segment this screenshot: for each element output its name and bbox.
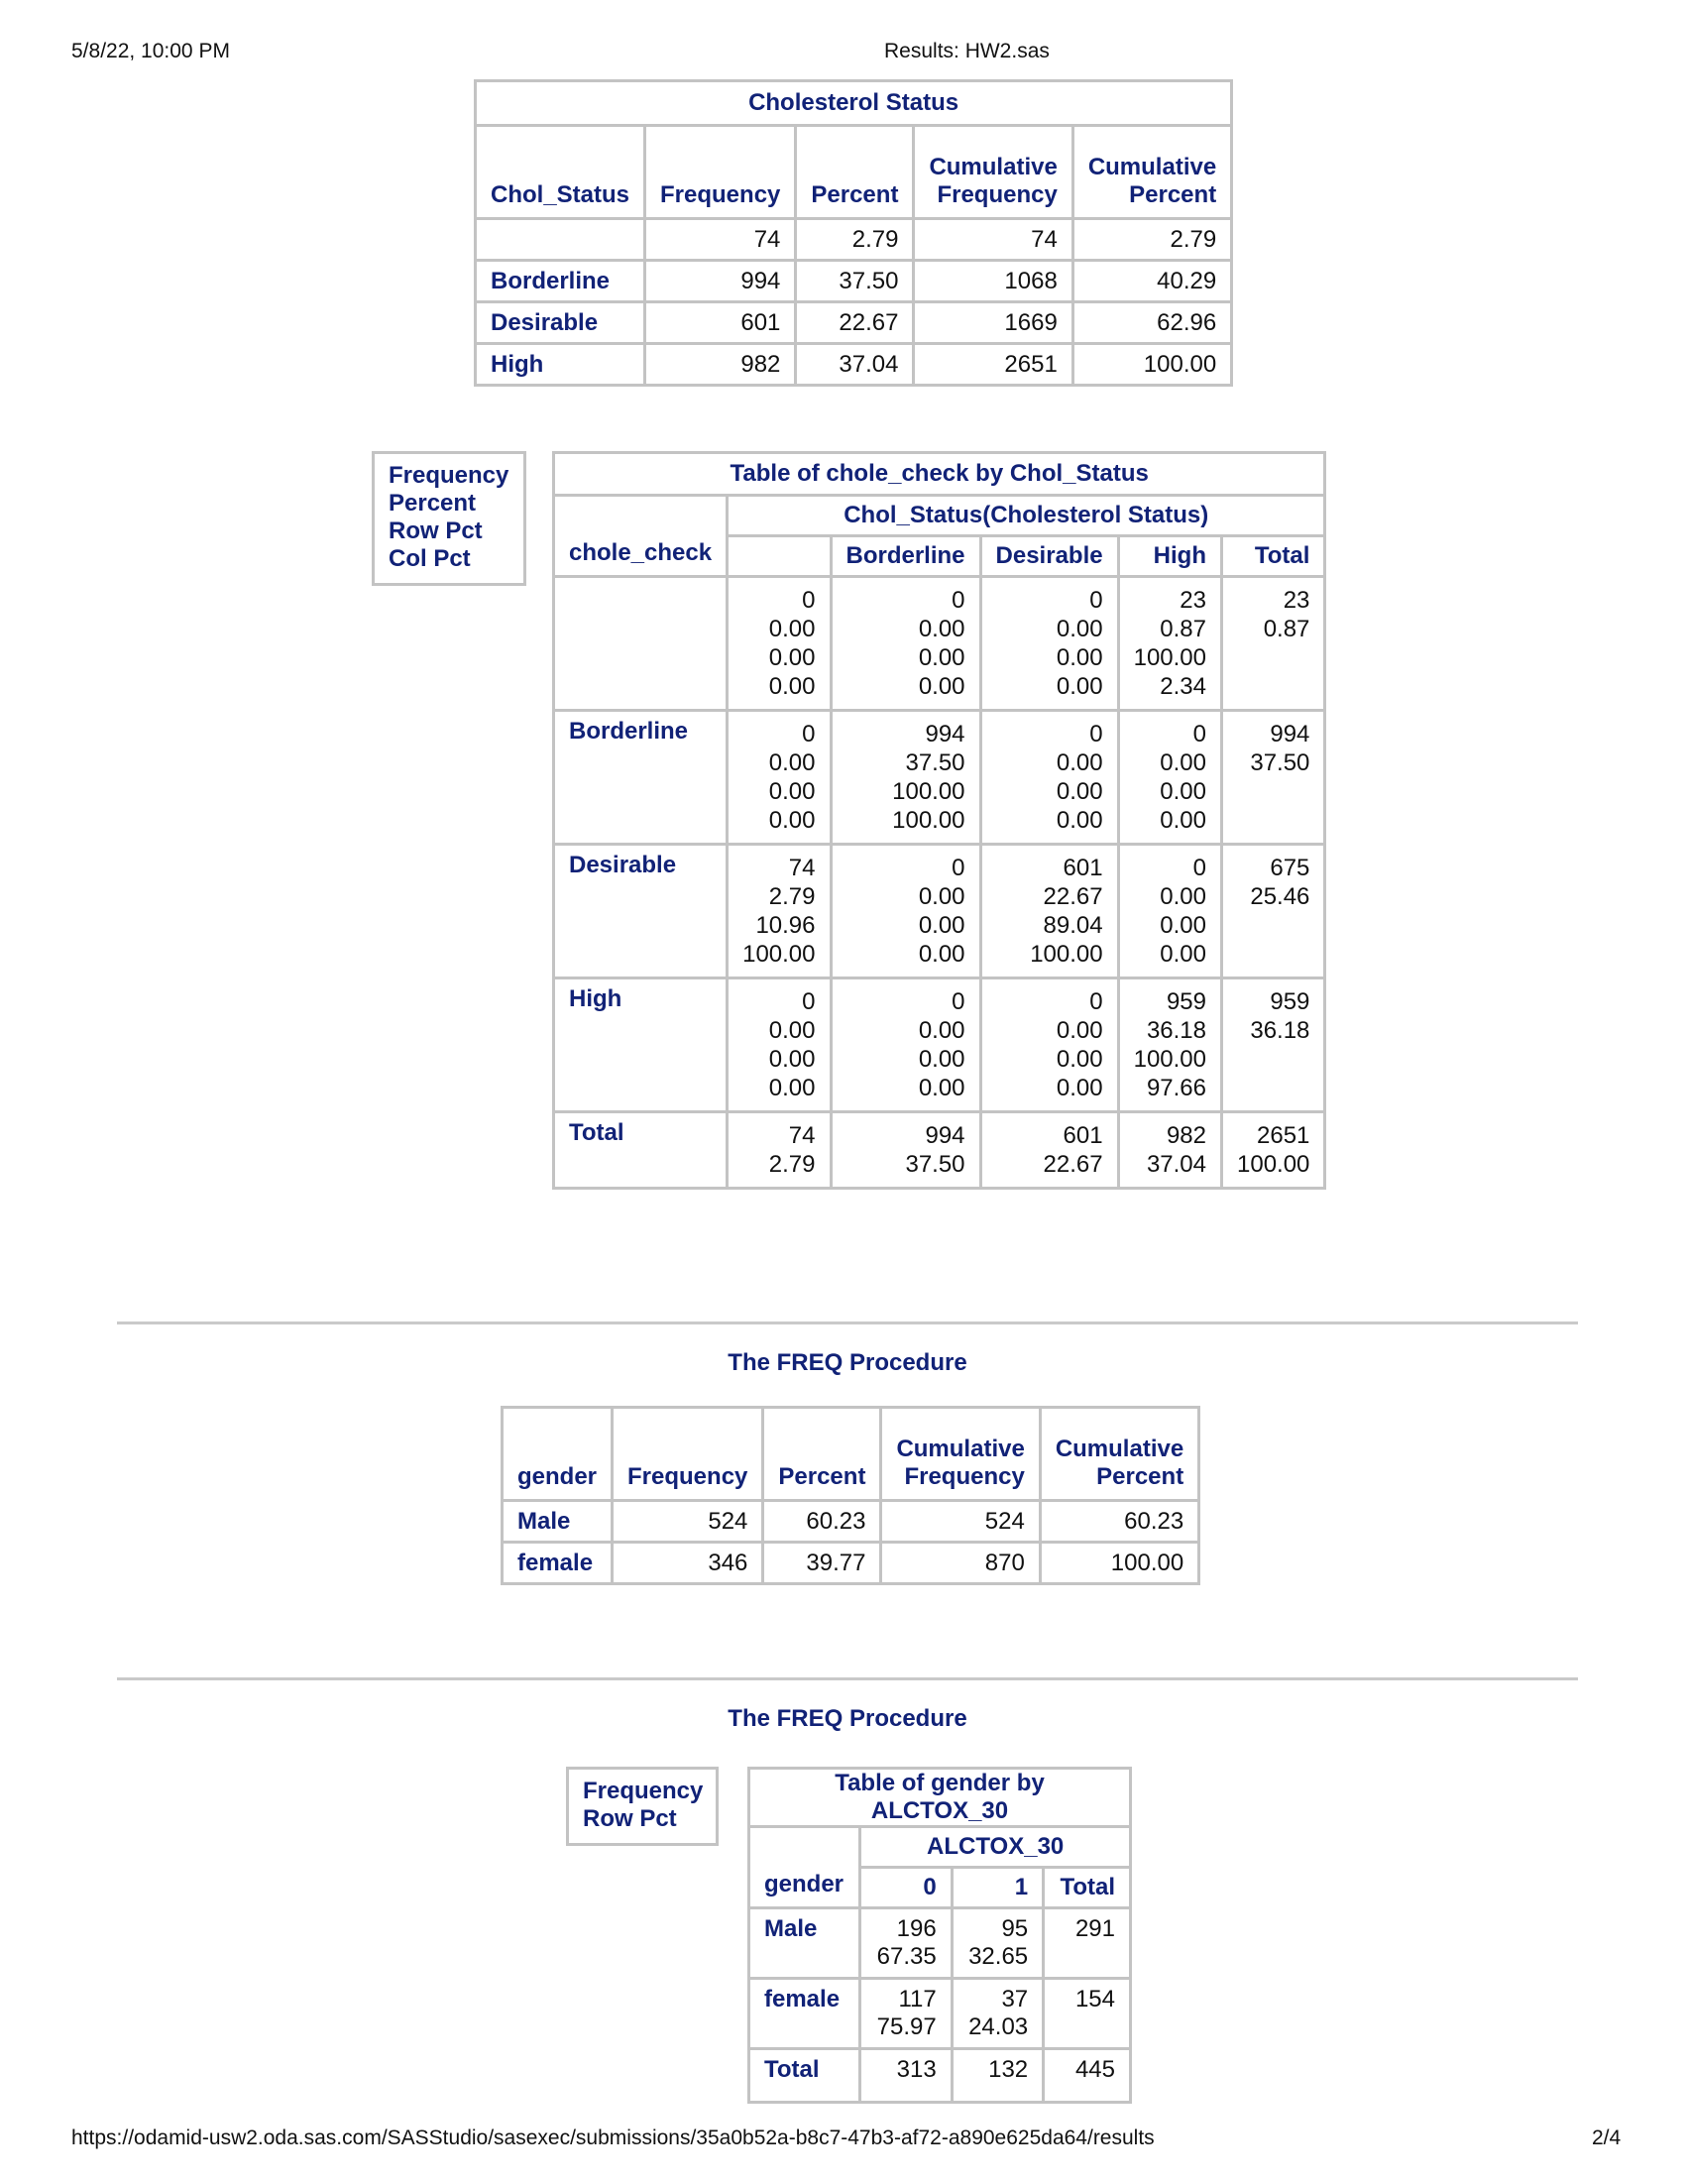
column-group-header: ALCTOX_30 [860, 1827, 1131, 1868]
table-cell [728, 1112, 831, 1189]
table-cell: 2651 [914, 344, 1072, 386]
table-cell: 524 [613, 1501, 763, 1543]
legend-item: Percent [389, 490, 477, 517]
column-header: 0 [860, 1868, 952, 1908]
cell-value: 67.35 [876, 1943, 937, 1970]
cell-value: 0.00 [918, 616, 965, 642]
print-page-title: Results: HW2.sas [884, 40, 1050, 62]
cell-value: 0.00 [918, 883, 965, 910]
cell-value: 675 [1270, 855, 1310, 881]
table-cell: 601 [645, 302, 796, 344]
cell-value: 0.00 [1056, 1075, 1103, 1101]
gender-frequency-table [501, 1406, 1200, 1585]
cell-value: 0.00 [1056, 749, 1103, 776]
table-cell [980, 1112, 1118, 1189]
row-label: High [476, 344, 645, 386]
cell-value: 0 [802, 721, 816, 747]
row-variable-header: gender [749, 1827, 860, 1908]
header-row [503, 1408, 1199, 1501]
table-row [476, 344, 1232, 386]
print-url: https://odamid-usw2.oda.sas.com/SASStudio/sasexec/submissions/35a0b52a-b8c7-47b3-af72-a890e625da64/results [71, 2127, 1155, 2149]
column-header: Percent [796, 126, 914, 219]
table-cell: 62.96 [1072, 302, 1231, 344]
cell-value: 100.00 [1030, 941, 1103, 968]
cell-value: 2.79 [768, 883, 816, 910]
chol-status-table [474, 79, 1233, 387]
table-cell [831, 711, 980, 845]
cell-value: 994 [925, 721, 965, 747]
column-header: 1 [952, 1868, 1043, 1908]
row-label: Male [749, 1908, 860, 1979]
freq-procedure-title: The FREQ Procedure [728, 1349, 967, 1376]
cell-value: 25.46 [1250, 883, 1310, 910]
print-datetime: 5/8/22, 10:00 PM [71, 40, 230, 62]
cell-value: 0 [952, 855, 965, 881]
table-cell: 982 [645, 344, 796, 386]
cell-value: 0.00 [918, 673, 965, 700]
cell-value: 74 [788, 1122, 816, 1149]
cell-value: 22.67 [1043, 1151, 1103, 1178]
cell-value: 601 [1063, 855, 1103, 881]
cell-value: 0.00 [918, 644, 965, 671]
table-cell [728, 711, 831, 845]
table-cell [1044, 2049, 1131, 2103]
table-cell [1222, 845, 1325, 978]
cell-value: 0.00 [768, 1017, 816, 1044]
cell-value: 89.04 [1043, 912, 1103, 939]
row-label: Total [749, 2049, 860, 2103]
table-cell: 37.50 [796, 261, 914, 302]
cell-value: 0.00 [768, 673, 816, 700]
row-label [554, 577, 728, 711]
column-header: Cumulative Percent [1040, 1408, 1198, 1501]
cell-value: 2.79 [768, 1151, 816, 1178]
table-cell [1118, 711, 1221, 845]
table-cell: 22.67 [796, 302, 914, 344]
row-label: Total [554, 1112, 728, 1189]
column-header: gender [503, 1408, 613, 1501]
cell-value: 0.00 [918, 1075, 965, 1101]
legend-item: Row Pct [583, 1805, 677, 1832]
column-header: Total [1044, 1868, 1131, 1908]
table-cell: 994 [645, 261, 796, 302]
cell-value: 959 [1166, 988, 1206, 1015]
cell-value: 10.96 [755, 912, 816, 939]
cell-value: 100.00 [1133, 644, 1206, 671]
cell-value: 0.00 [768, 1046, 816, 1073]
table-cell: 40.29 [1072, 261, 1231, 302]
column-header: Total [1222, 536, 1325, 577]
cell-value: 24.03 [968, 2013, 1029, 2040]
cell-value: 95 [1001, 1915, 1029, 1942]
cell-value: 0.00 [768, 807, 816, 834]
column-header [728, 536, 831, 577]
row-label: Male [503, 1501, 613, 1543]
table-row [554, 711, 1325, 845]
column-header: Frequency [645, 126, 796, 219]
table-row [503, 1501, 1199, 1543]
table-cell: 1669 [914, 302, 1072, 344]
column-group-header: Chol_Status(Cholesterol Status) [728, 496, 1325, 536]
freq-procedure-title: The FREQ Procedure [728, 1705, 967, 1732]
cell-value: 0 [1192, 721, 1206, 747]
cell-value: 0.00 [1160, 883, 1206, 910]
column-group-row [554, 496, 1325, 536]
cell-value: 0.00 [1160, 941, 1206, 968]
legend-item: Row Pct [389, 517, 483, 544]
cell-value: 0 [1089, 988, 1103, 1015]
table-row [476, 302, 1232, 344]
cell-value: 0.00 [1160, 807, 1206, 834]
table-cell [1118, 845, 1221, 978]
table-row [554, 978, 1325, 1112]
cell-value: 196 [896, 1915, 937, 1942]
cell-value: 0 [1192, 855, 1206, 881]
table-cell [860, 1979, 952, 2049]
cell-value: 0.00 [768, 1075, 816, 1101]
table-cell [952, 2049, 1043, 2103]
column-header: High [1118, 536, 1221, 577]
table-cell: 100.00 [1072, 344, 1231, 386]
table-cell: 346 [613, 1543, 763, 1584]
table-cell: 37.04 [796, 344, 914, 386]
cell-value: 0.00 [1056, 1046, 1103, 1073]
table-cell [1118, 1112, 1221, 1189]
column-header: Cumulative Frequency [914, 126, 1072, 219]
table-cell [952, 1979, 1043, 2049]
cell-value: 37 [1001, 1986, 1029, 2012]
table-title: Table of chole_check by Chol_Status [554, 453, 1325, 496]
cell-value: 23 [1180, 587, 1206, 614]
cell-value: 22.67 [1043, 883, 1103, 910]
table-row [554, 577, 1325, 711]
table-cell [1222, 978, 1325, 1112]
column-header: Borderline [831, 536, 980, 577]
table-cell: 60.23 [1040, 1501, 1198, 1543]
column-header: Cumulative Frequency [881, 1408, 1040, 1501]
cell-value: 0.00 [1056, 673, 1103, 700]
cell-value: 0.00 [1056, 644, 1103, 671]
header-row [476, 126, 1232, 219]
cell-value: 0.00 [768, 778, 816, 805]
table-row [749, 1979, 1131, 2049]
cell-value: 37.50 [905, 1151, 965, 1178]
cell-value: 0.00 [768, 644, 816, 671]
cell-value: 959 [1270, 988, 1310, 1015]
cell-value: 36.18 [1250, 1017, 1310, 1044]
cell-value: 0.00 [1056, 807, 1103, 834]
table-cell [860, 1908, 952, 1979]
cell-value: 0.00 [1056, 616, 1103, 642]
cell-value: 982 [1166, 1122, 1206, 1149]
cell-value: 0.00 [1056, 1017, 1103, 1044]
cell-value: 132 [988, 2056, 1029, 2083]
section-divider [117, 1322, 1578, 1324]
cell-value: 74 [788, 855, 816, 881]
cell-value: 0.00 [1160, 749, 1206, 776]
table-cell: 2.79 [1072, 219, 1231, 261]
table-cell [831, 577, 980, 711]
cell-value: 0 [1089, 721, 1103, 747]
cell-value: 117 [898, 1986, 937, 2012]
cell-value: 2651 [1257, 1122, 1310, 1149]
cell-value: 2.34 [1160, 673, 1206, 700]
section-divider [117, 1677, 1578, 1680]
table-cell: 2.79 [796, 219, 914, 261]
cell-value: 0.00 [768, 616, 816, 642]
table-row [749, 2049, 1131, 2103]
row-label: Borderline [554, 711, 728, 845]
table-cell: 1068 [914, 261, 1072, 302]
cell-value: 100.00 [1133, 1046, 1206, 1073]
crosstab-legend [566, 1767, 719, 1846]
table-cell [952, 1908, 1043, 1979]
table-cell [1118, 577, 1221, 711]
table-cell: 60.23 [763, 1501, 881, 1543]
crosstab-legend [372, 451, 526, 586]
table-row [476, 219, 1232, 261]
table-cell: 74 [645, 219, 796, 261]
row-variable-header: chole_check [554, 496, 728, 577]
cell-value: 0.00 [918, 941, 965, 968]
table-row [554, 845, 1325, 978]
cell-value: 0.00 [918, 1046, 965, 1073]
cell-value: 100.00 [742, 941, 816, 968]
table-cell [831, 978, 980, 1112]
cell-value: 0.00 [1056, 778, 1103, 805]
row-label: female [749, 1979, 860, 2049]
cell-value: 291 [1074, 1915, 1115, 1942]
table-cell [1118, 978, 1221, 1112]
table-title-row [749, 1769, 1131, 1827]
cell-value: 100.00 [1237, 1151, 1310, 1178]
cell-value: 601 [1063, 1122, 1103, 1149]
table-row [503, 1543, 1199, 1584]
table-row [476, 261, 1232, 302]
table-row [749, 1908, 1131, 1979]
legend-item: Frequency [583, 1778, 704, 1804]
cell-value: 37.50 [905, 749, 965, 776]
cell-value: 75.97 [876, 2013, 937, 2040]
cell-value: 0 [1089, 587, 1103, 614]
table-title: Cholesterol Status [476, 81, 1232, 126]
table-cell [728, 978, 831, 1112]
cell-value: 994 [1270, 721, 1310, 747]
table-cell [1044, 1979, 1131, 2049]
table-cell [860, 2049, 952, 2103]
table-title-row [554, 453, 1325, 496]
cell-value: 100.00 [892, 807, 965, 834]
cell-value: 0.00 [918, 1017, 965, 1044]
cell-value: 445 [1074, 2056, 1115, 2083]
table-cell [728, 577, 831, 711]
table-cell: 39.77 [763, 1543, 881, 1584]
table-cell [980, 845, 1118, 978]
row-label: High [554, 978, 728, 1112]
cell-value: 36.18 [1146, 1017, 1206, 1044]
table-title: Table of gender by ALCTOX_30 [749, 1769, 1131, 1827]
print-page-number: 2/4 [1592, 2127, 1622, 2149]
column-group-row [749, 1827, 1131, 1868]
cell-value: 154 [1074, 1986, 1115, 2012]
cell-value: 0.00 [1160, 912, 1206, 939]
row-label: Desirable [476, 302, 645, 344]
table-title-row [476, 81, 1232, 126]
table-cell [728, 845, 831, 978]
cell-value: 37.50 [1250, 749, 1310, 776]
cell-value: 0.00 [768, 749, 816, 776]
cell-value: 32.65 [968, 1943, 1029, 1970]
cell-value: 0.87 [1263, 616, 1310, 642]
chole-check-by-chol-status-table [552, 451, 1326, 1190]
cell-value: 97.66 [1146, 1075, 1206, 1101]
gender-by-alctox-table [747, 1767, 1132, 2104]
table-cell [1222, 711, 1325, 845]
cell-value: 0.00 [918, 912, 965, 939]
column-header: Cumulative Percent [1072, 126, 1231, 219]
row-label: female [503, 1543, 613, 1584]
table-cell: 100.00 [1040, 1543, 1198, 1584]
table-cell [1222, 1112, 1325, 1189]
cell-value: 0 [952, 988, 965, 1015]
row-label: Desirable [554, 845, 728, 978]
column-header: Desirable [980, 536, 1118, 577]
cell-value: 0.00 [1160, 778, 1206, 805]
cell-value: 100.00 [892, 778, 965, 805]
table-cell: 870 [881, 1543, 1040, 1584]
table-row [554, 1112, 1325, 1189]
table-cell [831, 845, 980, 978]
table-cell: 74 [914, 219, 1072, 261]
table-cell [980, 978, 1118, 1112]
cell-value: 37.04 [1146, 1151, 1206, 1178]
table-cell [1044, 1908, 1131, 1979]
row-label: Borderline [476, 261, 645, 302]
cell-value: 0.87 [1160, 616, 1206, 642]
table-cell: 524 [881, 1501, 1040, 1543]
cell-value: 0 [802, 988, 816, 1015]
column-header: Chol_Status [476, 126, 645, 219]
row-label [476, 219, 645, 261]
legend-item: Col Pct [389, 545, 471, 572]
cell-value: 23 [1283, 587, 1310, 614]
cell-value: 0 [952, 587, 965, 614]
cell-value: 313 [896, 2056, 937, 2083]
cell-value: 0 [802, 587, 816, 614]
table-cell [980, 577, 1118, 711]
table-cell [1222, 577, 1325, 711]
table-cell [980, 711, 1118, 845]
legend-item: Frequency [389, 462, 509, 489]
cell-value: 994 [925, 1122, 965, 1149]
column-header: Frequency [613, 1408, 763, 1501]
table-cell [831, 1112, 980, 1189]
column-header: Percent [763, 1408, 881, 1501]
